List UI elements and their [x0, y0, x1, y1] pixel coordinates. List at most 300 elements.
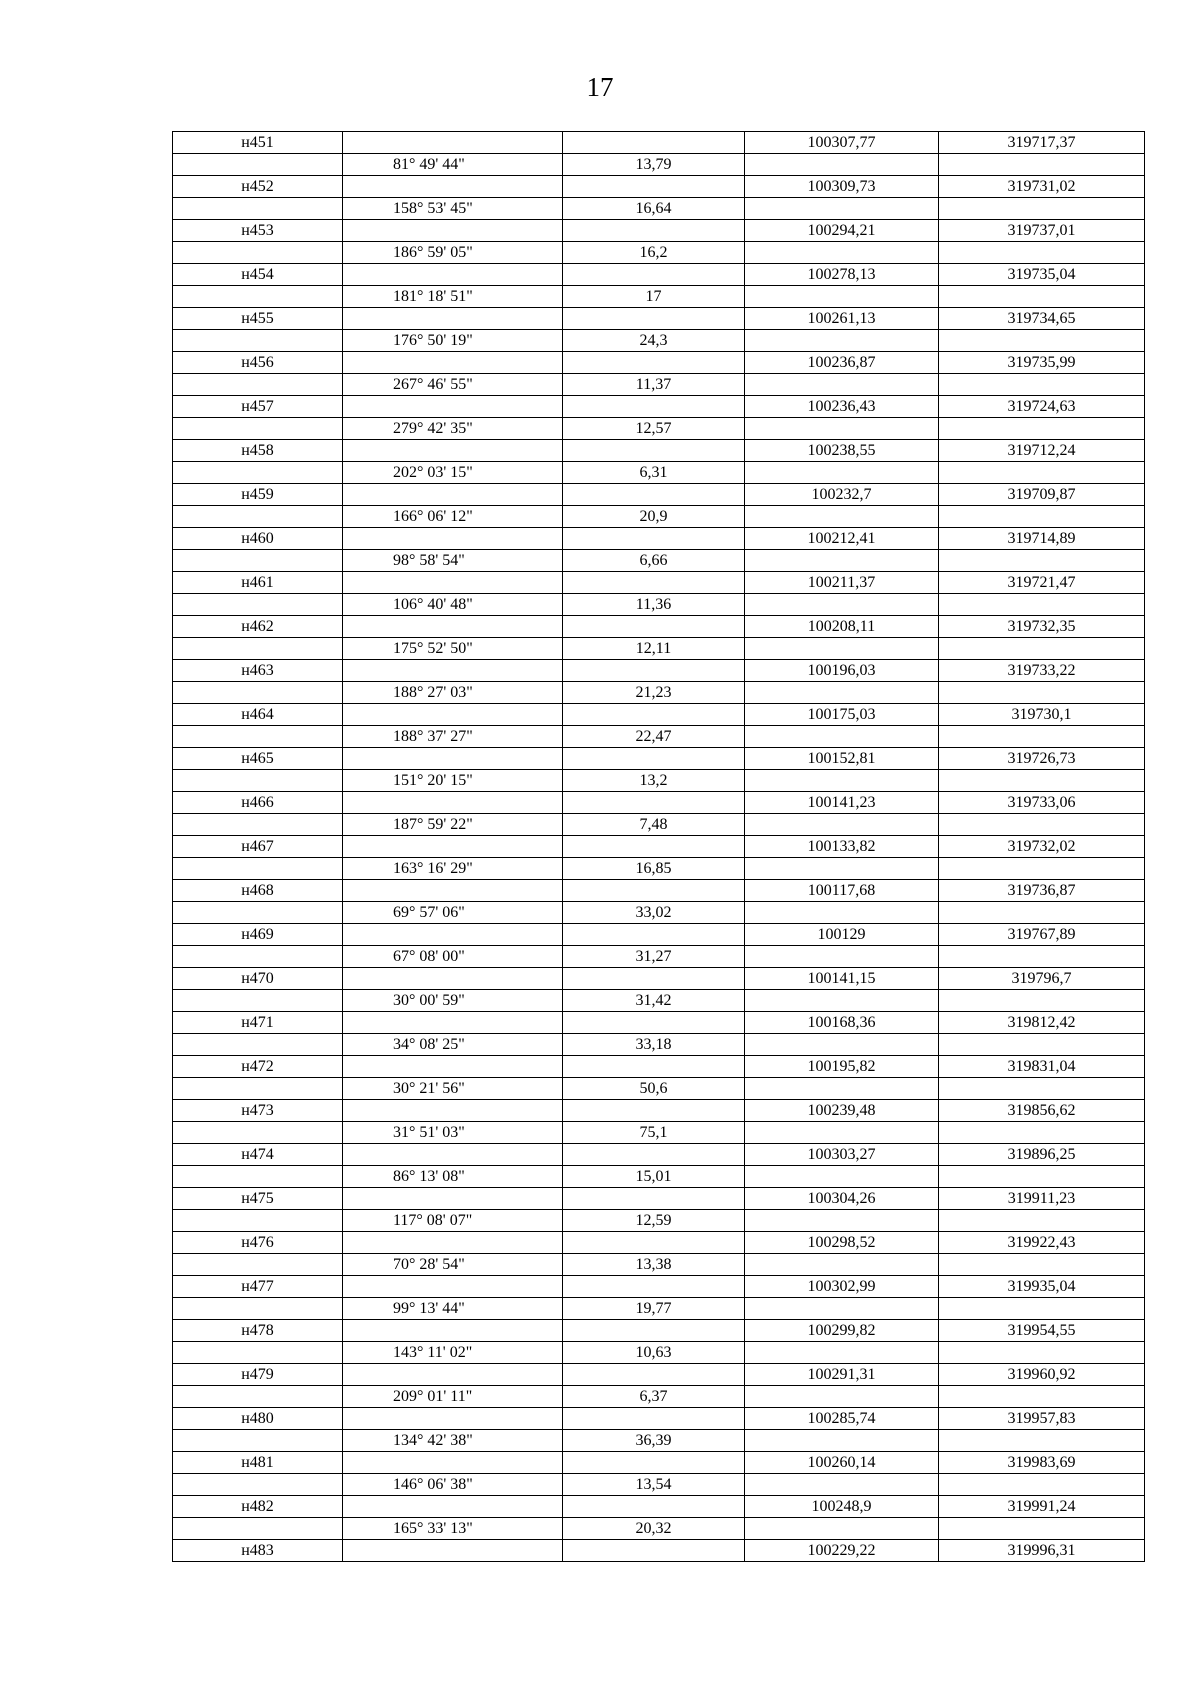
point-id-cell	[173, 638, 343, 660]
x-coordinate-cell: 100299,82	[745, 1320, 939, 1342]
y-coordinate-cell	[939, 242, 1145, 264]
direction-angle-cell	[343, 132, 563, 154]
point-id-cell: н466	[173, 792, 343, 814]
x-coordinate-cell: 100298,52	[745, 1232, 939, 1254]
distance-cell: 13,54	[563, 1474, 745, 1496]
x-coordinate-cell: 100261,13	[745, 308, 939, 330]
distance-cell: 22,47	[563, 726, 745, 748]
direction-angle-cell: 279° 42' 35"	[343, 418, 563, 440]
point-id-cell	[173, 1210, 343, 1232]
point-id-cell: н481	[173, 1452, 343, 1474]
y-coordinate-cell	[939, 1078, 1145, 1100]
x-coordinate-cell	[745, 418, 939, 440]
x-coordinate-cell: 100302,99	[745, 1276, 939, 1298]
table-row	[173, 990, 1145, 1012]
x-coordinate-cell	[745, 770, 939, 792]
x-coordinate-cell: 100278,13	[745, 264, 939, 286]
distance-cell: 6,37	[563, 1386, 745, 1408]
direction-angle-cell	[343, 1408, 563, 1430]
point-id-cell: н472	[173, 1056, 343, 1078]
point-id-cell: н462	[173, 616, 343, 638]
table-row	[173, 968, 1145, 990]
point-id-cell: н461	[173, 572, 343, 594]
distance-cell	[563, 1276, 745, 1298]
y-coordinate-cell: 319983,69	[939, 1452, 1145, 1474]
point-id-cell: н476	[173, 1232, 343, 1254]
point-id-cell: н467	[173, 836, 343, 858]
direction-angle-cell	[343, 484, 563, 506]
point-id-cell	[173, 550, 343, 572]
table-row	[173, 924, 1145, 946]
direction-angle-cell	[343, 1232, 563, 1254]
distance-cell	[563, 660, 745, 682]
direction-angle-cell: 267° 46' 55"	[343, 374, 563, 396]
table-row	[173, 154, 1145, 176]
y-coordinate-cell: 319856,62	[939, 1100, 1145, 1122]
x-coordinate-cell: 100303,27	[745, 1144, 939, 1166]
direction-angle-cell: 86° 13' 08"	[343, 1166, 563, 1188]
point-id-cell	[173, 286, 343, 308]
x-coordinate-cell: 100141,15	[745, 968, 939, 990]
point-id-cell	[173, 1166, 343, 1188]
x-coordinate-cell: 100211,37	[745, 572, 939, 594]
x-coordinate-cell: 100129	[745, 924, 939, 946]
table-row	[173, 616, 1145, 638]
direction-angle-cell: 209° 01' 11"	[343, 1386, 563, 1408]
x-coordinate-cell	[745, 1342, 939, 1364]
point-id-cell	[173, 462, 343, 484]
coordinates-table-body	[173, 132, 1145, 1562]
distance-cell: 16,2	[563, 242, 745, 264]
distance-cell	[563, 880, 745, 902]
y-coordinate-cell	[939, 1166, 1145, 1188]
direction-angle-cell	[343, 1320, 563, 1342]
point-id-cell	[173, 506, 343, 528]
distance-cell: 6,66	[563, 550, 745, 572]
distance-cell: 11,37	[563, 374, 745, 396]
table-row	[173, 572, 1145, 594]
point-id-cell	[173, 1078, 343, 1100]
point-id-cell: н482	[173, 1496, 343, 1518]
direction-angle-cell: 175° 52' 50"	[343, 638, 563, 660]
table-row	[173, 594, 1145, 616]
distance-cell	[563, 1144, 745, 1166]
distance-cell	[563, 1364, 745, 1386]
direction-angle-cell	[343, 1496, 563, 1518]
point-id-cell	[173, 902, 343, 924]
direction-angle-cell: 69° 57' 06"	[343, 902, 563, 924]
table-row	[173, 1364, 1145, 1386]
distance-cell	[563, 748, 745, 770]
y-coordinate-cell: 319726,73	[939, 748, 1145, 770]
table-row	[173, 770, 1145, 792]
y-coordinate-cell	[939, 1298, 1145, 1320]
table-row	[173, 836, 1145, 858]
point-id-cell	[173, 418, 343, 440]
distance-cell: 13,38	[563, 1254, 745, 1276]
table-row	[173, 814, 1145, 836]
distance-cell	[563, 1012, 745, 1034]
x-coordinate-cell	[745, 1298, 939, 1320]
direction-angle-cell	[343, 264, 563, 286]
direction-angle-cell: 67° 08' 00"	[343, 946, 563, 968]
x-coordinate-cell	[745, 506, 939, 528]
point-id-cell	[173, 726, 343, 748]
x-coordinate-cell: 100152,81	[745, 748, 939, 770]
y-coordinate-cell: 319709,87	[939, 484, 1145, 506]
y-coordinate-cell	[939, 1386, 1145, 1408]
point-id-cell	[173, 1518, 343, 1540]
point-id-cell	[173, 946, 343, 968]
distance-cell: 36,39	[563, 1430, 745, 1452]
point-id-cell: н457	[173, 396, 343, 418]
y-coordinate-cell	[939, 990, 1145, 1012]
distance-cell	[563, 528, 745, 550]
x-coordinate-cell: 100133,82	[745, 836, 939, 858]
y-coordinate-cell	[939, 1034, 1145, 1056]
distance-cell	[563, 792, 745, 814]
y-coordinate-cell	[939, 286, 1145, 308]
table-row	[173, 1122, 1145, 1144]
point-id-cell: н463	[173, 660, 343, 682]
direction-angle-cell: 146° 06' 38"	[343, 1474, 563, 1496]
y-coordinate-cell	[939, 330, 1145, 352]
point-id-cell: н456	[173, 352, 343, 374]
x-coordinate-cell	[745, 858, 939, 880]
table-row	[173, 1166, 1145, 1188]
y-coordinate-cell	[939, 374, 1145, 396]
distance-cell	[563, 616, 745, 638]
table-row	[173, 1276, 1145, 1298]
table-row	[173, 550, 1145, 572]
table-row	[173, 682, 1145, 704]
distance-cell: 31,42	[563, 990, 745, 1012]
direction-angle-cell: 81° 49' 44"	[343, 154, 563, 176]
x-coordinate-cell: 100236,87	[745, 352, 939, 374]
direction-angle-cell: 30° 00' 59"	[343, 990, 563, 1012]
point-id-cell: н451	[173, 132, 343, 154]
table-row	[173, 1342, 1145, 1364]
distance-cell: 20,32	[563, 1518, 745, 1540]
y-coordinate-cell	[939, 418, 1145, 440]
y-coordinate-cell: 319954,55	[939, 1320, 1145, 1342]
point-id-cell: н460	[173, 528, 343, 550]
direction-angle-cell: 186° 59' 05"	[343, 242, 563, 264]
table-row	[173, 704, 1145, 726]
point-id-cell	[173, 374, 343, 396]
y-coordinate-cell: 319724,63	[939, 396, 1145, 418]
table-row	[173, 418, 1145, 440]
y-coordinate-cell: 319831,04	[939, 1056, 1145, 1078]
y-coordinate-cell	[939, 594, 1145, 616]
distance-cell	[563, 1188, 745, 1210]
direction-angle-cell	[343, 440, 563, 462]
direction-angle-cell	[343, 1364, 563, 1386]
point-id-cell	[173, 154, 343, 176]
direction-angle-cell	[343, 792, 563, 814]
direction-angle-cell	[343, 1100, 563, 1122]
distance-cell	[563, 836, 745, 858]
point-id-cell: н458	[173, 440, 343, 462]
y-coordinate-cell	[939, 682, 1145, 704]
distance-cell	[563, 1452, 745, 1474]
x-coordinate-cell: 100238,55	[745, 440, 939, 462]
y-coordinate-cell	[939, 1122, 1145, 1144]
direction-angle-cell: 166° 06' 12"	[343, 506, 563, 528]
table-row	[173, 1496, 1145, 1518]
x-coordinate-cell	[745, 1166, 939, 1188]
x-coordinate-cell: 100285,74	[745, 1408, 939, 1430]
x-coordinate-cell	[745, 242, 939, 264]
y-coordinate-cell: 319714,89	[939, 528, 1145, 550]
direction-angle-cell: 158° 53' 45"	[343, 198, 563, 220]
y-coordinate-cell: 319812,42	[939, 1012, 1145, 1034]
point-id-cell: н473	[173, 1100, 343, 1122]
point-id-cell: н483	[173, 1540, 343, 1562]
table-row	[173, 858, 1145, 880]
table-row	[173, 946, 1145, 968]
x-coordinate-cell: 100309,73	[745, 176, 939, 198]
point-id-cell	[173, 242, 343, 264]
direction-angle-cell: 181° 18' 51"	[343, 286, 563, 308]
point-id-cell: н480	[173, 1408, 343, 1430]
direction-angle-cell	[343, 1056, 563, 1078]
direction-angle-cell	[343, 660, 563, 682]
table-row	[173, 1210, 1145, 1232]
y-coordinate-cell	[939, 902, 1145, 924]
point-id-cell: н452	[173, 176, 343, 198]
direction-angle-cell	[343, 880, 563, 902]
direction-angle-cell	[343, 308, 563, 330]
direction-angle-cell: 165° 33' 13"	[343, 1518, 563, 1540]
direction-angle-cell: 106° 40' 48"	[343, 594, 563, 616]
table-row	[173, 748, 1145, 770]
table-row	[173, 1474, 1145, 1496]
x-coordinate-cell	[745, 330, 939, 352]
distance-cell: 13,79	[563, 154, 745, 176]
table-row	[173, 484, 1145, 506]
distance-cell	[563, 264, 745, 286]
direction-angle-cell	[343, 1188, 563, 1210]
table-row	[173, 1386, 1145, 1408]
table-row	[173, 726, 1145, 748]
y-coordinate-cell: 319736,87	[939, 880, 1145, 902]
point-id-cell: н468	[173, 880, 343, 902]
point-id-cell: н477	[173, 1276, 343, 1298]
y-coordinate-cell	[939, 726, 1145, 748]
direction-angle-cell	[343, 396, 563, 418]
direction-angle-cell: 202° 03' 15"	[343, 462, 563, 484]
page-number: 17	[586, 72, 614, 102]
y-coordinate-cell: 319717,37	[939, 132, 1145, 154]
distance-cell: 7,48	[563, 814, 745, 836]
distance-cell	[563, 704, 745, 726]
table-row	[173, 1430, 1145, 1452]
table-row	[173, 396, 1145, 418]
table-row	[173, 132, 1145, 154]
table-row	[173, 902, 1145, 924]
distance-cell	[563, 924, 745, 946]
table-row	[173, 1518, 1145, 1540]
x-coordinate-cell: 100175,03	[745, 704, 939, 726]
direction-angle-cell	[343, 1540, 563, 1562]
table-row	[173, 792, 1145, 814]
table-row	[173, 1056, 1145, 1078]
point-id-cell	[173, 990, 343, 1012]
y-coordinate-cell	[939, 198, 1145, 220]
point-id-cell	[173, 814, 343, 836]
distance-cell	[563, 396, 745, 418]
direction-angle-cell	[343, 1452, 563, 1474]
distance-cell: 24,3	[563, 330, 745, 352]
coordinates-table	[172, 131, 1145, 1562]
distance-cell: 33,02	[563, 902, 745, 924]
distance-cell	[563, 308, 745, 330]
distance-cell: 21,23	[563, 682, 745, 704]
y-coordinate-cell: 319957,83	[939, 1408, 1145, 1430]
x-coordinate-cell	[745, 1386, 939, 1408]
direction-angle-cell: 30° 21' 56"	[343, 1078, 563, 1100]
direction-angle-cell	[343, 836, 563, 858]
y-coordinate-cell	[939, 1342, 1145, 1364]
x-coordinate-cell	[745, 154, 939, 176]
distance-cell	[563, 1408, 745, 1430]
x-coordinate-cell	[745, 1474, 939, 1496]
point-id-cell: н471	[173, 1012, 343, 1034]
x-coordinate-cell: 100260,14	[745, 1452, 939, 1474]
x-coordinate-cell	[745, 286, 939, 308]
point-id-cell: н454	[173, 264, 343, 286]
direction-angle-cell	[343, 220, 563, 242]
distance-cell: 12,11	[563, 638, 745, 660]
y-coordinate-cell	[939, 770, 1145, 792]
y-coordinate-cell: 319896,25	[939, 1144, 1145, 1166]
distance-cell	[563, 572, 745, 594]
x-coordinate-cell: 100208,11	[745, 616, 939, 638]
x-coordinate-cell	[745, 946, 939, 968]
point-id-cell	[173, 682, 343, 704]
y-coordinate-cell: 319935,04	[939, 1276, 1145, 1298]
y-coordinate-cell	[939, 1430, 1145, 1452]
distance-cell	[563, 176, 745, 198]
point-id-cell	[173, 1430, 343, 1452]
x-coordinate-cell	[745, 1210, 939, 1232]
distance-cell: 16,64	[563, 198, 745, 220]
point-id-cell: н453	[173, 220, 343, 242]
point-id-cell	[173, 1474, 343, 1496]
x-coordinate-cell: 100294,21	[745, 220, 939, 242]
point-id-cell	[173, 1386, 343, 1408]
y-coordinate-cell: 319733,22	[939, 660, 1145, 682]
direction-angle-cell	[343, 616, 563, 638]
direction-angle-cell: 134° 42' 38"	[343, 1430, 563, 1452]
x-coordinate-cell: 100232,7	[745, 484, 939, 506]
y-coordinate-cell: 319712,24	[939, 440, 1145, 462]
point-id-cell: н459	[173, 484, 343, 506]
x-coordinate-cell	[745, 814, 939, 836]
distance-cell: 19,77	[563, 1298, 745, 1320]
distance-cell: 10,63	[563, 1342, 745, 1364]
direction-angle-cell	[343, 924, 563, 946]
x-coordinate-cell	[745, 990, 939, 1012]
x-coordinate-cell	[745, 1034, 939, 1056]
point-id-cell	[173, 594, 343, 616]
x-coordinate-cell	[745, 682, 939, 704]
direction-angle-cell	[343, 176, 563, 198]
point-id-cell: н478	[173, 1320, 343, 1342]
x-coordinate-cell	[745, 1430, 939, 1452]
distance-cell: 75,1	[563, 1122, 745, 1144]
table-row	[173, 220, 1145, 242]
direction-angle-cell	[343, 748, 563, 770]
distance-cell: 6,31	[563, 462, 745, 484]
table-row	[173, 176, 1145, 198]
x-coordinate-cell: 100168,36	[745, 1012, 939, 1034]
x-coordinate-cell	[745, 462, 939, 484]
x-coordinate-cell	[745, 198, 939, 220]
y-coordinate-cell: 319737,01	[939, 220, 1145, 242]
y-coordinate-cell	[939, 1518, 1145, 1540]
x-coordinate-cell: 100236,43	[745, 396, 939, 418]
distance-cell: 50,6	[563, 1078, 745, 1100]
x-coordinate-cell	[745, 902, 939, 924]
y-coordinate-cell	[939, 462, 1145, 484]
x-coordinate-cell: 100195,82	[745, 1056, 939, 1078]
y-coordinate-cell	[939, 1474, 1145, 1496]
y-coordinate-cell	[939, 946, 1145, 968]
y-coordinate-cell: 319796,7	[939, 968, 1145, 990]
y-coordinate-cell: 319733,06	[939, 792, 1145, 814]
distance-cell	[563, 440, 745, 462]
table-row	[173, 638, 1145, 660]
distance-cell: 16,85	[563, 858, 745, 880]
distance-cell	[563, 1540, 745, 1562]
direction-angle-cell	[343, 1276, 563, 1298]
y-coordinate-cell	[939, 638, 1145, 660]
y-coordinate-cell: 319732,35	[939, 616, 1145, 638]
table-row	[173, 1144, 1145, 1166]
y-coordinate-cell	[939, 550, 1145, 572]
direction-angle-cell: 70° 28' 54"	[343, 1254, 563, 1276]
y-coordinate-cell: 319767,89	[939, 924, 1145, 946]
x-coordinate-cell	[745, 638, 939, 660]
x-coordinate-cell	[745, 594, 939, 616]
y-coordinate-cell	[939, 858, 1145, 880]
x-coordinate-cell	[745, 1254, 939, 1276]
distance-cell	[563, 1100, 745, 1122]
table-row	[173, 374, 1145, 396]
y-coordinate-cell	[939, 814, 1145, 836]
x-coordinate-cell: 100291,31	[745, 1364, 939, 1386]
point-id-cell: н455	[173, 308, 343, 330]
point-id-cell	[173, 858, 343, 880]
point-id-cell	[173, 1298, 343, 1320]
y-coordinate-cell: 319922,43	[939, 1232, 1145, 1254]
direction-angle-cell: 34° 08' 25"	[343, 1034, 563, 1056]
y-coordinate-cell: 319735,04	[939, 264, 1145, 286]
x-coordinate-cell	[745, 1078, 939, 1100]
direction-angle-cell: 187° 59' 22"	[343, 814, 563, 836]
distance-cell	[563, 352, 745, 374]
table-row	[173, 880, 1145, 902]
distance-cell: 13,2	[563, 770, 745, 792]
y-coordinate-cell	[939, 1254, 1145, 1276]
table-row	[173, 308, 1145, 330]
y-coordinate-cell: 319721,47	[939, 572, 1145, 594]
table-row	[173, 1232, 1145, 1254]
direction-angle-cell	[343, 968, 563, 990]
distance-cell: 15,01	[563, 1166, 745, 1188]
